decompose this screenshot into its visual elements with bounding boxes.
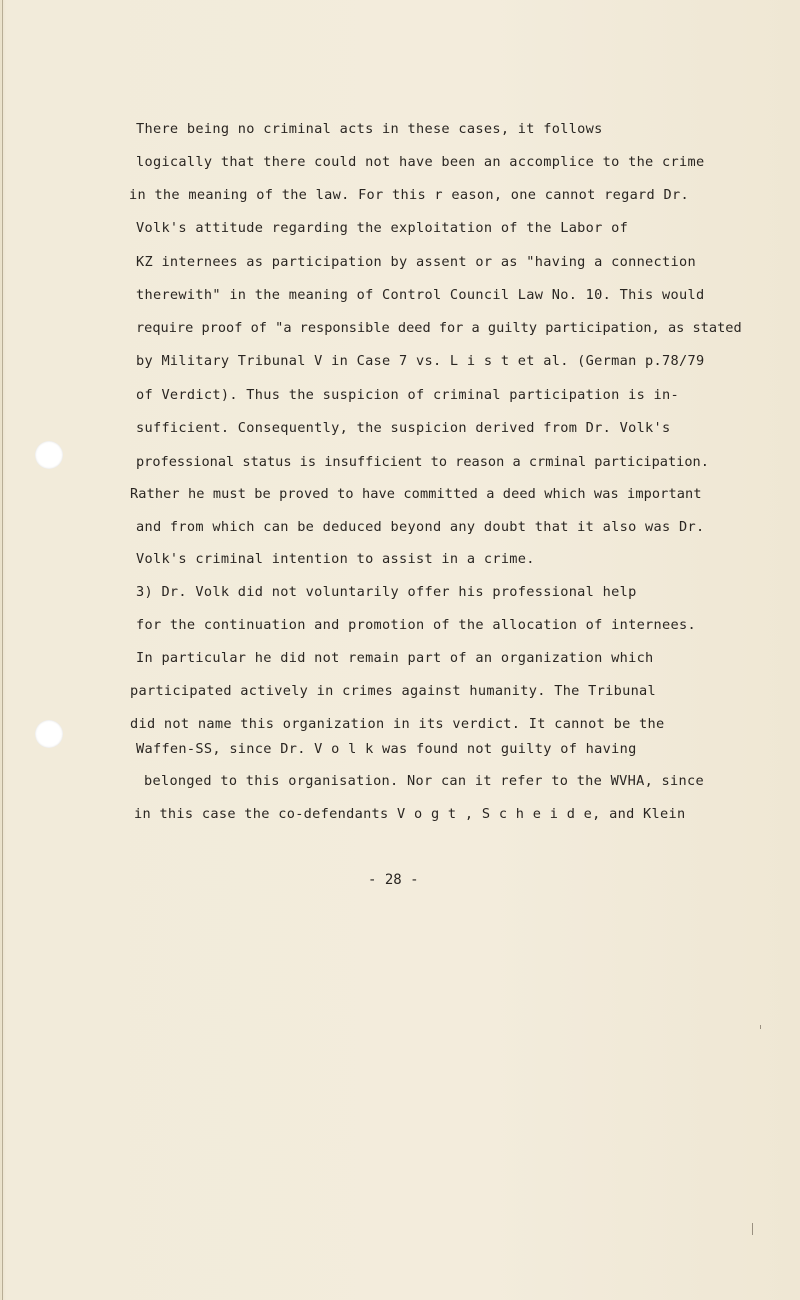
text-line-2: logically that there could not have been an accomplice to the crime [136,154,705,170]
text-line-3: in the meaning of the law. For this r eason, one cannot regard Dr. [129,187,689,203]
text-line-12: Rather he must be proved to have committed a deed which was important [130,486,702,502]
text-line-16: for the continuation and promotion of the allocation of internees. [136,617,696,633]
text-line-1: There being no criminal acts in these cases, it follows [136,121,603,137]
text-line-6: therewith" in the meaning of Control Council Law No. 10. This would [136,287,705,303]
text-line-22: in this case the co-defendants V o g t , S c h e i d e, and Klein [134,806,686,822]
text-line-18: participated actively in crimes against humanity. The Tribunal [130,683,657,699]
text-line-9: of Verdict). Thus the suspicion of criminal participation is in- [136,387,679,403]
text-line-20: Waffen-SS, since Dr. V o l k was found not guilty of having [136,741,637,757]
text-line-14: Volk's criminal intention to assist in a crime. [136,551,535,567]
text-line-4: Volk's attitude regarding the exploitation of the Labor of [136,220,629,236]
text-line-8: by Military Tribunal V in Case 7 vs. L i s t et al. (German p.78/79 [136,353,705,369]
paper-speck [760,1025,761,1029]
text-line-13: and from which can be deduced beyond any doubt that it also was Dr. [136,519,705,535]
text-line-15: 3) Dr. Volk did not voluntarily offer his professional help [136,584,637,600]
text-line-11: professional status is insufficient to reason a crminal participation. [136,454,709,470]
paper-speck [752,1223,753,1235]
text-line-17: In particular he did not remain part of an organization which [136,650,654,666]
text-line-10: sufficient. Consequently, the suspicion derived from Dr. Volk's [136,420,671,436]
page-number: - 28 - [368,872,419,888]
text-line-7: require proof of "a responsible deed for a guilty participation, as stated [136,320,742,336]
text-line-21: belonged to this organisation. Nor can it refer to the WVHA, since [144,773,704,789]
text-line-5: KZ internees as participation by assent or as "having a connection [136,254,696,270]
text-line-19: did not name this organization in its verdict. It cannot be the [130,716,665,732]
